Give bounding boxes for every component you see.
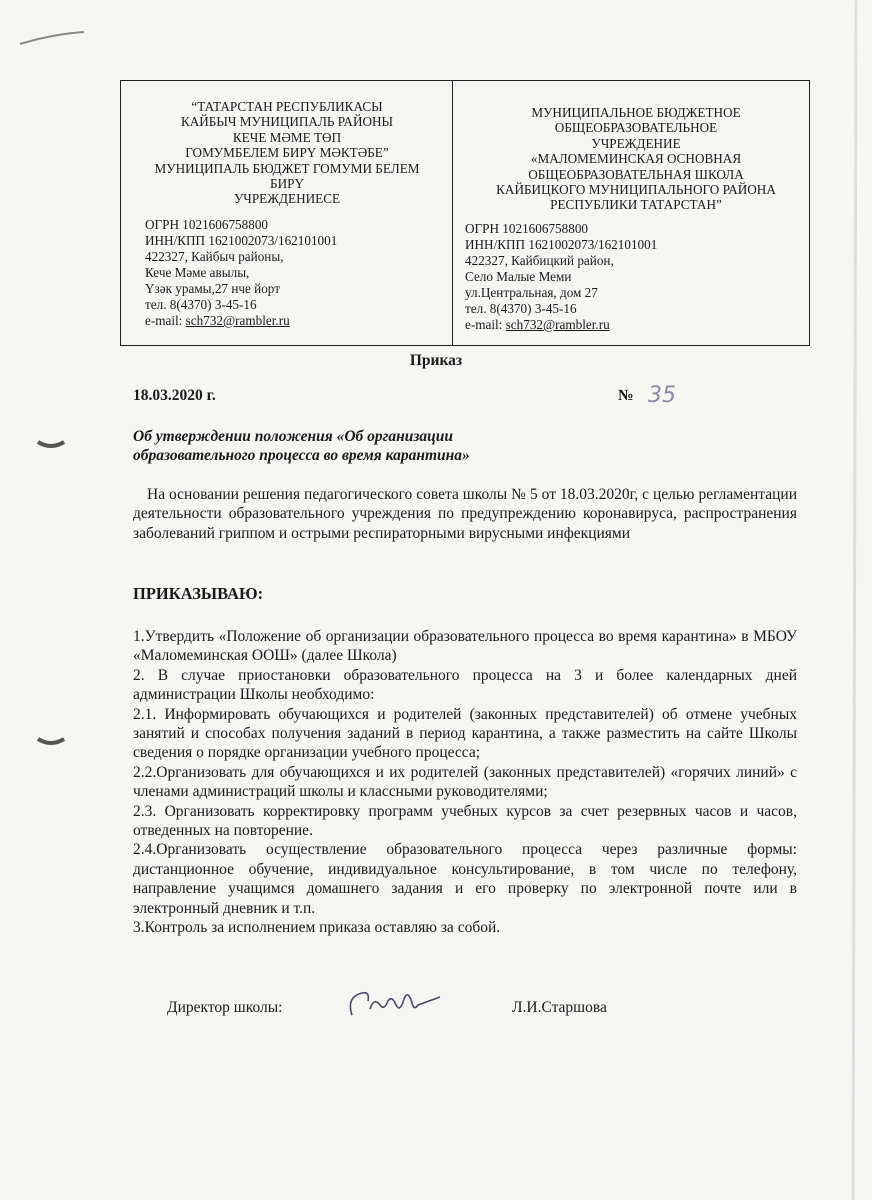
inn-kpp: ИНН/КПП 1621002073/162101001 bbox=[465, 237, 658, 252]
order-item: 2.3. Организовать корректировку программ учебных курсов за счет резервных часов и часов, отведенных на повторение. bbox=[133, 802, 797, 840]
order-date: 18.03.2020 г. bbox=[133, 387, 216, 404]
letterhead-tatar bbox=[121, 81, 453, 345]
order-preamble: На основании решения педагогического совета школы № 5 от 18.03.2020г, с целью регламентации деятельности образовательного учреждения по предупреждению коронавируса, распространения заболеваний гриппом и острыми респираторными вирусными инфекциями bbox=[133, 486, 797, 542]
address-line: Кече Мәме авылы, bbox=[145, 265, 250, 280]
order-item: 2.1. Информировать обучающихся и родителей (законных представителей) об отмене учебных занятий и способах получения заданий в период карантина, а также разместить на сайте Школы сведения о порядке организации учебного процесса; bbox=[133, 705, 797, 762]
ogrn: ОГРН 1021606758800 bbox=[145, 217, 269, 232]
email-label: e-mail: bbox=[465, 317, 506, 332]
phone: тел. 8(4370) 3-45-16 bbox=[465, 301, 577, 316]
order-items bbox=[133, 627, 797, 938]
letterhead-russian bbox=[453, 81, 809, 345]
org-name-russian: МУНИЦИПАЛЬНОЕ БЮДЖЕТНОЕ ОБЩЕОБРАЗОВАТЕЛЬНОЕ УЧРЕЖДЕНИЕ «МАЛОМЕМИНСКАЯ ОСНОВНАЯ ОБЩЕОБРАЗОВАТЕЛЬНАЯ ШКОЛА КАЙБИЦКОГО МУНИЦИПАЛЬНОГО РАЙОНА РЕСПУБЛИКИ ТАТАРСТАН” bbox=[496, 105, 776, 213]
order-item: 3.Контроль за исполнением приказа оставляю за собой. bbox=[133, 919, 501, 937]
order-directive-heading: ПРИКАЗЫВАЮ: bbox=[133, 584, 264, 603]
order-number-handwritten: 35 bbox=[648, 383, 676, 408]
ogrn: ОГРН 1021606758800 bbox=[465, 221, 589, 236]
phone: тел. 8(4370) 3-45-16 bbox=[145, 297, 257, 312]
email-link[interactable]: sch732@rambler.ru bbox=[185, 313, 290, 328]
punch-hole-mark bbox=[36, 436, 66, 452]
order-subject: Об утверждении положения «Об организации образовательного процесса во время карантина» bbox=[133, 428, 470, 464]
handwritten-signature bbox=[340, 975, 450, 1025]
order-item: 1.Утвердить «Положение об организации образовательного процесса во время карантина» в МБОУ «Маломеминская ООШ» (далее Школа) bbox=[133, 628, 797, 665]
document-title: Приказ bbox=[409, 352, 463, 369]
scan-mark-top-left bbox=[18, 28, 88, 48]
order-item: 2.2.Организовать для обучающихся и их родителей (законных представителей) «горячих линий» с членами администраций школы и классными руководителями; bbox=[133, 763, 797, 801]
letterhead-table bbox=[120, 80, 810, 346]
org-name-tatar: “ТАТАРСТАН РЕСПУБЛИКАСЫ КАЙБЫЧ МУНИЦИПАЛЬ РАЙОНЫ КЕЧЕ МӘМЕ ТӨП ГОМУМБЕЛЕМ БИРҮ МӘКТӘБЕ” МУНИЦИПАЛЬ БЮДЖЕТ ГОМУМИ БЕЛЕМ БИРҮ УЧРЕЖДЕНИЕСЕ bbox=[154, 99, 420, 207]
address-line: ул.Центральная, дом 27 bbox=[465, 285, 598, 300]
address-line: 422327, Кайбыч районы, bbox=[145, 249, 284, 264]
scan-edge-mark bbox=[850, 0, 872, 1200]
email-link[interactable]: sch732@rambler.ru bbox=[505, 317, 610, 332]
order-item: 2. В случае приостановки образовательного процесса на 3 и более календарных дней администрации Школы необходимо: bbox=[133, 666, 797, 704]
signatory-title: Директор школы: bbox=[167, 999, 283, 1016]
order-number-label: № bbox=[618, 387, 634, 404]
address-line: Үзәк урамы,27 нче йорт bbox=[145, 281, 280, 296]
org-details-russian bbox=[465, 221, 657, 333]
address-line: Село Малые Меми bbox=[465, 269, 572, 284]
inn-kpp: ИНН/КПП 1621002073/162101001 bbox=[145, 233, 338, 248]
email-row bbox=[465, 317, 657, 333]
address-line: 422327, Кайбицкий район, bbox=[465, 253, 614, 268]
email-label: e-mail: bbox=[145, 313, 186, 328]
email-row bbox=[145, 313, 337, 329]
punch-hole-mark bbox=[36, 733, 66, 749]
signatory-name: Л.И.Старшова bbox=[512, 999, 607, 1016]
org-details-tatar bbox=[145, 217, 337, 329]
order-item: 2.4.Организовать осуществление образовательного процесса через различные формы: дистанционное обучение, индивидуальное консультирование, в том числе по телефону, направление учащимся домашнего задания и его проверку по электронной почте или в электронный дневник и т.п. bbox=[133, 841, 797, 917]
